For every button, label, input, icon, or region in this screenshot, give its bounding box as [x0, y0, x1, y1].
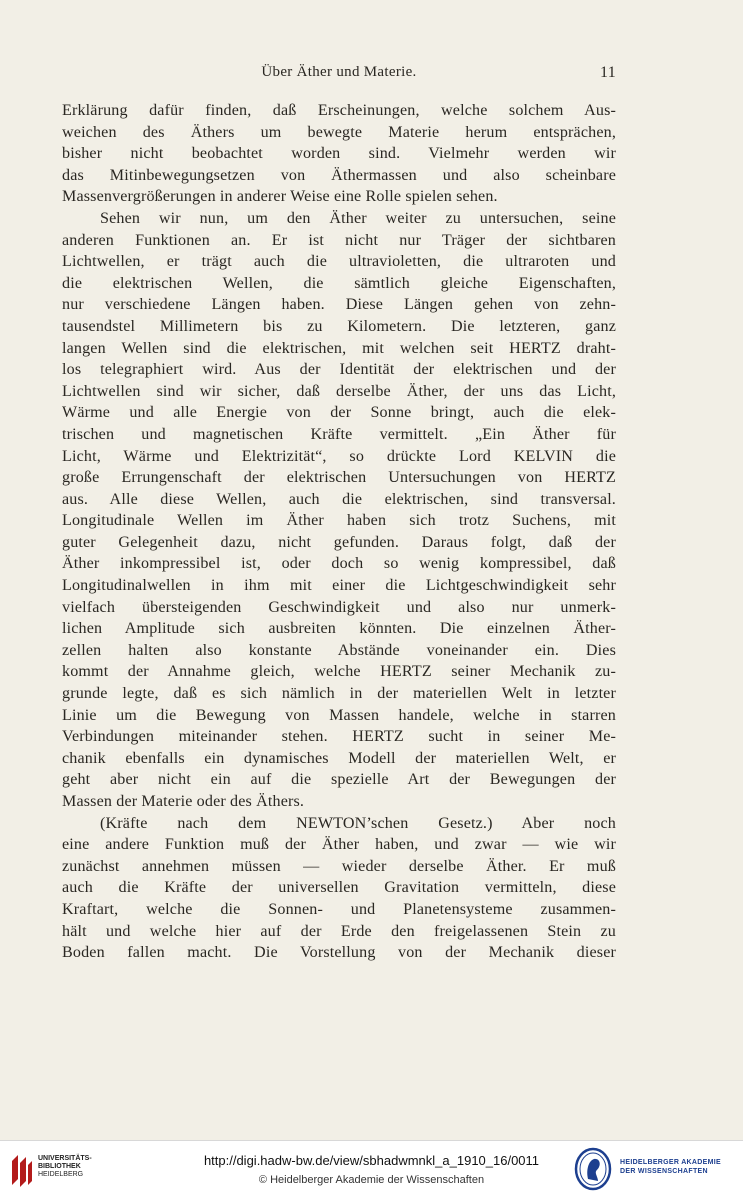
- text-line: zunächst annehmen müssen — wieder derselbe Äther. Er muß: [62, 857, 616, 875]
- text-line: Wärme und alle Energie von der Sonne bringt, auch die elek-: [62, 404, 616, 422]
- text-line: Licht, Wärme und Elektrizität“, so drückte Lord KELVIN die: [62, 447, 616, 465]
- text-line: auch die Kräfte der universellen Gravitation vermitteln, diese: [62, 879, 616, 897]
- text-line: das Mitinbewegungsetzen von Äthermassen und also scheinbare: [62, 166, 616, 184]
- text-line: Longitudinalwellen in ihm mit einer die Lichtgeschwindigkeit sehr: [62, 577, 616, 595]
- library-line: BIBLIOTHEK: [38, 1163, 81, 1170]
- text-line: (Kräfte nach dem NEWTON’schen Gesetz.) Aber noch: [100, 814, 616, 832]
- running-head: [62, 64, 616, 86]
- library-line: HEIDELBERG: [38, 1171, 84, 1178]
- text-line: große Errungenschaft der elektrischen Untersuchungen von HERTZ: [62, 469, 616, 487]
- text-line: langen Wellen sind die elektrischen, mit welchen seit HERTZ draht-: [62, 339, 616, 357]
- text-line: vielfach übersteigenden Geschwindigkeit und also nur unmerk-: [62, 598, 616, 616]
- text-line: chanik ebenfalls ein dynamisches Modell der materiellen Welt, er: [62, 749, 616, 767]
- text-line: anderen Funktionen an. Er ist nicht nur Träger der sichtbaren: [62, 231, 616, 249]
- text-line: Erklärung dafür finden, daß Erscheinungen, welche solchem Aus-: [62, 102, 616, 119]
- text-line: Äther inkompressibel ist, oder doch so wenig kompressibel, daß: [62, 555, 616, 573]
- text-line: tausendstel Millimetern bis zu Kilometern. Die letzteren, ganz: [62, 317, 616, 335]
- text-line: geht aber nicht ein auf die spezielle Art der Bewegungen der: [62, 771, 616, 789]
- text-line: Massenvergrößerungen in anderer Weise eine Rolle spielen sehen.: [62, 188, 498, 206]
- text-line: Lichtwellen, er trägt auch die ultravioletten, die ultraroten und: [62, 253, 616, 271]
- text-line: Verbindungen miteinander stehen. HERTZ sucht in seiner Me-: [62, 728, 616, 746]
- text-line: Massen der Materie oder des Äthers.: [62, 793, 305, 810]
- text-line: die elektrischen Wellen, die sämtlich gleiche Eigenschaften,: [62, 274, 616, 292]
- text-line: aus. Alle diese Wellen, auch die elektrischen, sind transversal.: [62, 490, 616, 508]
- academy-name: [620, 1158, 721, 1176]
- page-number: 11: [599, 64, 616, 81]
- text-line: guter Gelegenheit dazu, nicht gefunden. Daraus folgt, daß der: [62, 533, 616, 551]
- text-line: eine andere Funktion muß der Äther haben, und zwar — wie wir: [62, 836, 616, 854]
- library-line: UNIVERSITÄTS-: [38, 1155, 92, 1162]
- text-line: Lichtwellen sind wir sicher, daß derselbe Äther, der uns das Licht,: [62, 382, 616, 400]
- text-line: Sehen wir nun, um den Äther weiter zu untersuchen, seine: [100, 209, 616, 227]
- text-line: lichen Amplitude sich ausbreiten könnten. Die einzelnen Äther-: [62, 620, 616, 638]
- text-line: hält und welche hier auf der Erde den freigelassenen Stein zu: [62, 922, 616, 940]
- text-line: nur verschiedene Längen haben. Diese Längen gehen von zehn-: [62, 296, 616, 314]
- running-title: Über Äther und Materie.: [261, 64, 417, 80]
- permalink-url[interactable]: http://digi.hadw-bw.de/view/sbhadwmnkl_a_1910_16/0011: [203, 1153, 540, 1168]
- text-line: kommt der Annahme gleich, welche HERTZ seiner Mechanik zu-: [62, 663, 616, 681]
- text-line: bisher nicht beobachtet worden sind. Vielmehr werden wir: [62, 145, 616, 163]
- text-line: los telegraphiert wird. Aus der Identität der elektrischen und der: [62, 361, 616, 379]
- text-line: Longitudinale Wellen im Äther haben sich trotz Suchens, mit: [62, 512, 616, 530]
- text-line: trischen und magnetischen Kräfte vermittelt. „Ein Äther für: [62, 425, 616, 443]
- academy-line: DER WISSENSCHAFTEN: [620, 1168, 708, 1175]
- text-line: Boden fallen macht. Die Vorstellung von der Mechanik dieser: [62, 944, 616, 962]
- text-line: weichen des Äthers um bewegte Materie herum entsprächen,: [62, 123, 616, 141]
- footer-bar: [0, 1140, 743, 1197]
- copyright-notice: © Heidelberger Akademie der Wissenschaften: [258, 1174, 485, 1186]
- academy-seal-icon: [574, 1147, 612, 1191]
- text-line: grunde legte, daß es sich nämlich in der materiellen Welt in letzter: [62, 685, 616, 703]
- text-line: Linie um die Bewegung von Massen handele, welche in starren: [62, 706, 616, 724]
- academy-line: HEIDELBERGER AKADEMIE: [620, 1159, 721, 1166]
- body-text: [62, 100, 616, 964]
- text-line: zellen halten also konstante Abstände voneinander ein. Dies: [62, 641, 616, 659]
- text-line: Kraftart, welche die Sonnen- und Planetensysteme zusammen-: [62, 900, 616, 918]
